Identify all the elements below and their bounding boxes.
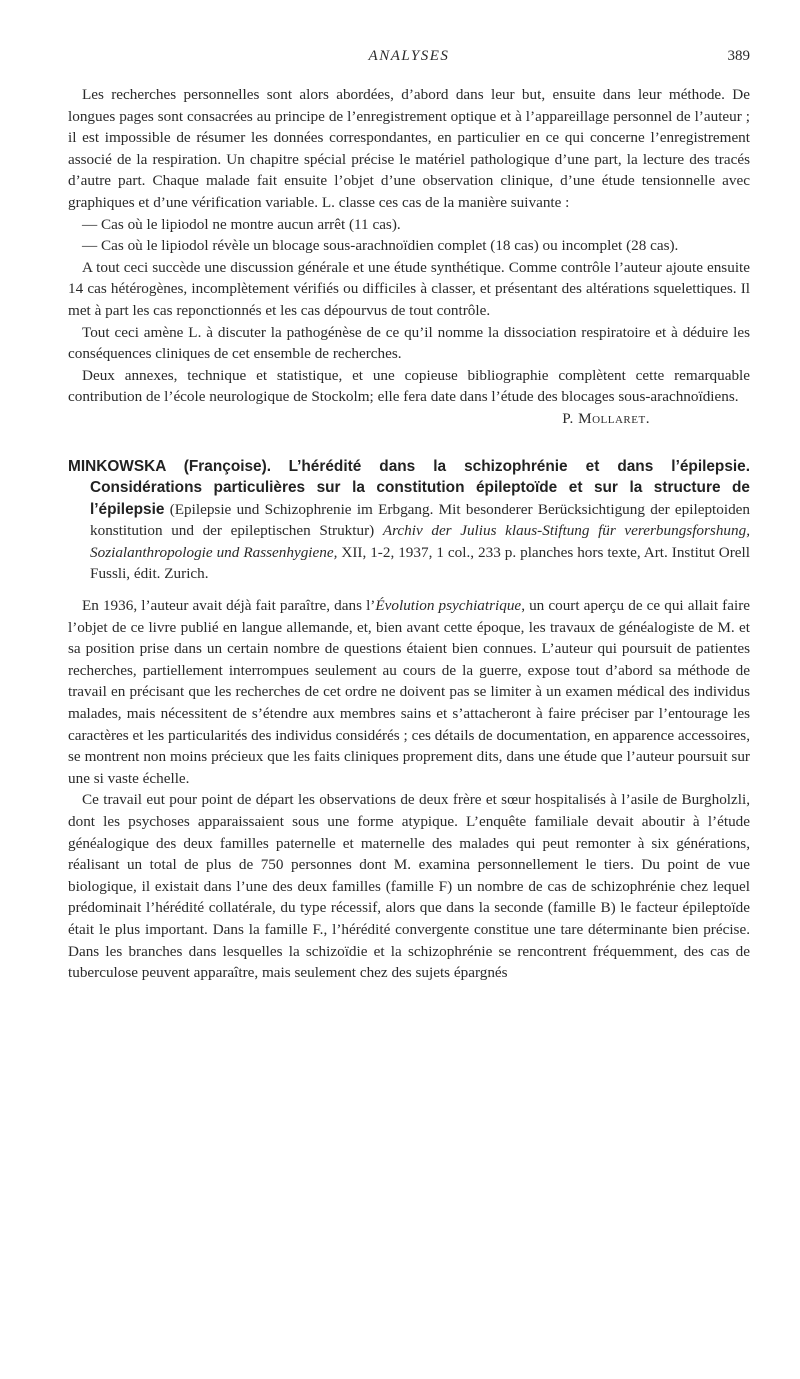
italic-title: Évolution psychiatrique — [375, 597, 522, 615]
list-item: — Cas où le lipiodol ne montre aucun arrêt (11 cas). — [82, 215, 401, 233]
text-run: En 1936, l’auteur avait déjà fait paraître, dans l’ — [82, 597, 376, 615]
paragraph: Les recherches personnelles sont alors abordées, d’abord dans leur but, ensuite dans leur méthode. De longues pages sont consacrées au principe de l’enregistrement optique et à l’appareillage personnel de l’auteur ; il est impossible de résumer les données correspondantes, en particulier en ce qui concerne l’enregistrement associé de la respiration. Un chapitre spécial précise le matériel pathologique d’une part, la lecture des tracés d’autre part. Chaque malade fait ensuite l’objet d’une observation clinique, d’une étude tensionnelle avec graphiques et d’une vérification variable. L. classe ces cas de la manière suivante : — [68, 86, 750, 211]
paragraph: Tout ceci amène L. à discuter la pathogénèse de ce qu’il nomme la dissociation respiratoire et à déduire les conséquences cliniques de cet ensemble de recherches. — [68, 323, 750, 363]
review-author: MINKOWSKA (Françoise). — [68, 457, 272, 475]
paragraph-text: Deux annexes, technique et statistique, et une copieuse bibliographie complètent cette remarquable contribution de l’école neurologique de Stockolm; elle fera date dans l’étude des blocages sous-arachnoïdiens. — [68, 366, 750, 406]
review-section — [68, 456, 750, 984]
spacer — [68, 585, 750, 595]
text-run: , un court aperçu de ce qui allait faire l’objet de ce livre publié en langue allemande, et, bien avant cette époque, les travaux de généalogiste de M. et sa position prise dans un certain nombre de questions étaient bien connues. L’auteur qui poursuit de patientes recherches, partiellement interrompues seulement au cours de la guerre, expose tout d’abord sa méthode de travail en précisant que les recherches de cet ordre ne doivent pas se limiter à un examen médical des individus malades, mais nécessitent de s’étendre aux membres sains et s’attacheront à faire préciser par l’entourage les caractères et les particularités des individus considérés ; ces détails de documentation, en apparence accessoires, se montrent non moins précieux que les faits cliniques proprement dits, dans une étude que l’auteur poursuit sur une si vaste échelle. — [68, 597, 750, 787]
paragraph: Ce travail eut pour point de départ les observations de deux frère et sœur hospitalisés à l’asile de Burgholzli, dont les psychoses apparaissaient sous une forme atypique. L’enquête familiale devait aboutir à l’étude généalogique des deux familles paternelle et maternelle des malades qui peut remonter à six générations, réalisant un total de plus de 750 personnes dont M. examina personnellement le tiers. Du point de vue biologique, il existait dans l’une des deux familles (famille F) un nombre de cas de schizophrénie chez lequel prédominait l’hérédité collatérale, du type récessif, alors que dans la seconde (famille B) le facteur épileptoïde était le plus important. Dans la famille F., l’hérédité convergente constitue une tare déterminante bien précise. Dans les branches dans lesquelles la schizoïdie et la schizophrénie se rencontrent fréquemment, des cas de tuberculose peuvent apparaître, mais seulement chez des sujets épargnés — [68, 791, 750, 982]
reviewer-signature: P. Mollaret. — [562, 409, 650, 427]
german-title: (Epilepsie und Schizophrenie im Erbgang. Mit besonderer Berücksichtigung der epileptoiden konstitution und der epileptischen Struktur) — [90, 500, 750, 540]
paragraph-with-signature — [68, 365, 750, 427]
publication-details: XII, 1-2, 1937, 1 col., 233 p. planches hors texte, Art. Institut Orell Fussli, édit. Zurich. — [90, 543, 750, 583]
journal-name: Archiv der Julius klaus-Stiftung für vererbungsforshung, Sozialanthropologie und Rassenhygiene, — [90, 522, 751, 561]
review-heading — [68, 456, 750, 586]
list-item: — Cas où le lipiodol révèle un blocage sous-arachnoïdien complet (18 cas) ou incomplet (28 cas). — [82, 237, 679, 255]
page-number: 389 — [727, 48, 750, 64]
paragraph — [68, 595, 750, 789]
review-title: L’hérédité dans la schizophrénie et dans l’épilepsie. Considérations particulières sur la constitution épileptoïde et sur la structure de l’épilepsie — [90, 457, 750, 518]
previous-review-section — [68, 84, 750, 430]
running-header — [68, 44, 750, 68]
running-title: ANALYSES — [368, 48, 450, 64]
paragraph: A tout ceci succède une discussion générale et une étude synthétique. Comme contrôle l’auteur ajoute ensuite 14 cas hétérogènes, incomplètement vérifiés ou difficiles à classer, et présentant des altérations squelettiques. Il met à part les cas reponctionnés et les cas dépourvus de tout contrôle. — [68, 258, 750, 319]
